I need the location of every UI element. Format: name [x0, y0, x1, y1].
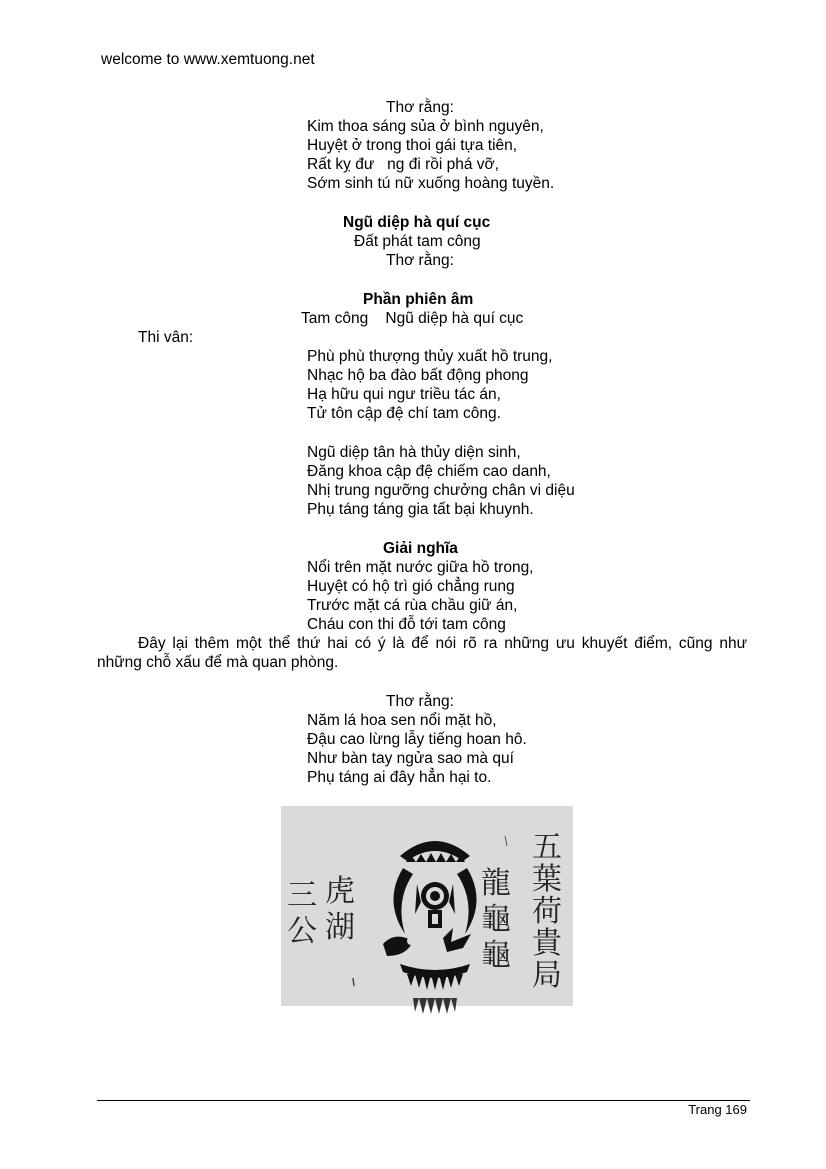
- poem1-intro: Thơ rằng:: [386, 99, 454, 116]
- poem1-line: Rất kỵ đư ng đi rồi phá vỡ,: [307, 156, 499, 173]
- chinese-title-right: 五葉荷貴局: [532, 830, 562, 993]
- chinese-creatures: 龍龜龜: [481, 866, 511, 973]
- section-title: Ngũ diệp hà quí cục: [343, 214, 491, 231]
- stanza2-line: Phụ táng táng gia tất bại khuynh.: [307, 501, 534, 518]
- phien-am-subtitle: Tam công Ngũ diệp hà quí cục: [301, 310, 524, 327]
- giai-nghia-title: Giải nghĩa: [383, 540, 458, 557]
- giai-nghia-line: Cháu con thi đỗ tới tam công: [307, 616, 506, 633]
- poem1-line: Sớm sinh tú nữ xuống hoàng tuyền.: [307, 175, 555, 192]
- stanza2-line: Nhị trung ngưỡng chưởng chân vi diệu: [307, 482, 575, 499]
- giai-nghia-line: Trước mặt cá rùa chầu giữ án,: [307, 597, 518, 614]
- chinese-tam-cong: 三公: [287, 878, 317, 949]
- stanza1-line: Phù phù thượng thủy xuất hồ trung,: [307, 348, 553, 365]
- stanza1-line: Hạ hữu qui ngư triều tác án,: [307, 386, 501, 403]
- giai-nghia-line: Huyệt có hộ trì gió chẳng rung: [307, 578, 515, 595]
- poem2-line: Đậu cao lừng lẫy tiếng hoan hô.: [307, 731, 527, 748]
- giai-nghia-line: Nổi trên mặt nước giữa hồ trong,: [307, 559, 534, 576]
- illustration-drawing: [275, 806, 573, 1034]
- footer-rule: [97, 1100, 750, 1101]
- page-number: Trang 169: [688, 1102, 747, 1117]
- poem1-line: Kim thoa sáng sủa ở bình nguyên,: [307, 118, 544, 135]
- stanza2-line: Ngũ diệp tân hà thủy diện sinh,: [307, 444, 521, 461]
- body-paragraph: Đây lại thêm một thể thứ hai có ý là để nói rõ ra những ưu khuyết điểm, cũng như những chỗ xấu để mà quan phòng.: [97, 635, 747, 671]
- stanza1-line: Tử tôn cập đệ chí tam công.: [307, 405, 501, 422]
- geomancy-illustration: [275, 806, 573, 1034]
- poem2-line: Phụ táng ai đây hẳn hại to.: [307, 769, 492, 786]
- stanza1-line: Nhạc hộ ba đào bất động phong: [307, 367, 529, 384]
- thi-van-label: Thi vân:: [138, 329, 194, 346]
- stanza2-line: Đăng khoa cập đệ chiếm cao danh,: [307, 463, 551, 480]
- phien-am-title: Phần phiên âm: [363, 291, 474, 308]
- section-intro: Thơ rằng:: [386, 252, 454, 269]
- poem2-line: Như bàn tay ngửa sao mà quí: [307, 750, 514, 767]
- poem2-line: Năm lá hoa sen nổi mặt hồ,: [307, 712, 497, 729]
- section-subtitle: Đất phát tam công: [354, 233, 481, 250]
- poem2-intro: Thơ rằng:: [386, 693, 454, 710]
- poem1-line: Huyệt ở trong thoi gái tựa tiên,: [307, 137, 518, 154]
- site-header: welcome to www.xemtuong.net: [101, 51, 315, 68]
- chinese-hu-ho: 虎湖: [325, 874, 355, 945]
